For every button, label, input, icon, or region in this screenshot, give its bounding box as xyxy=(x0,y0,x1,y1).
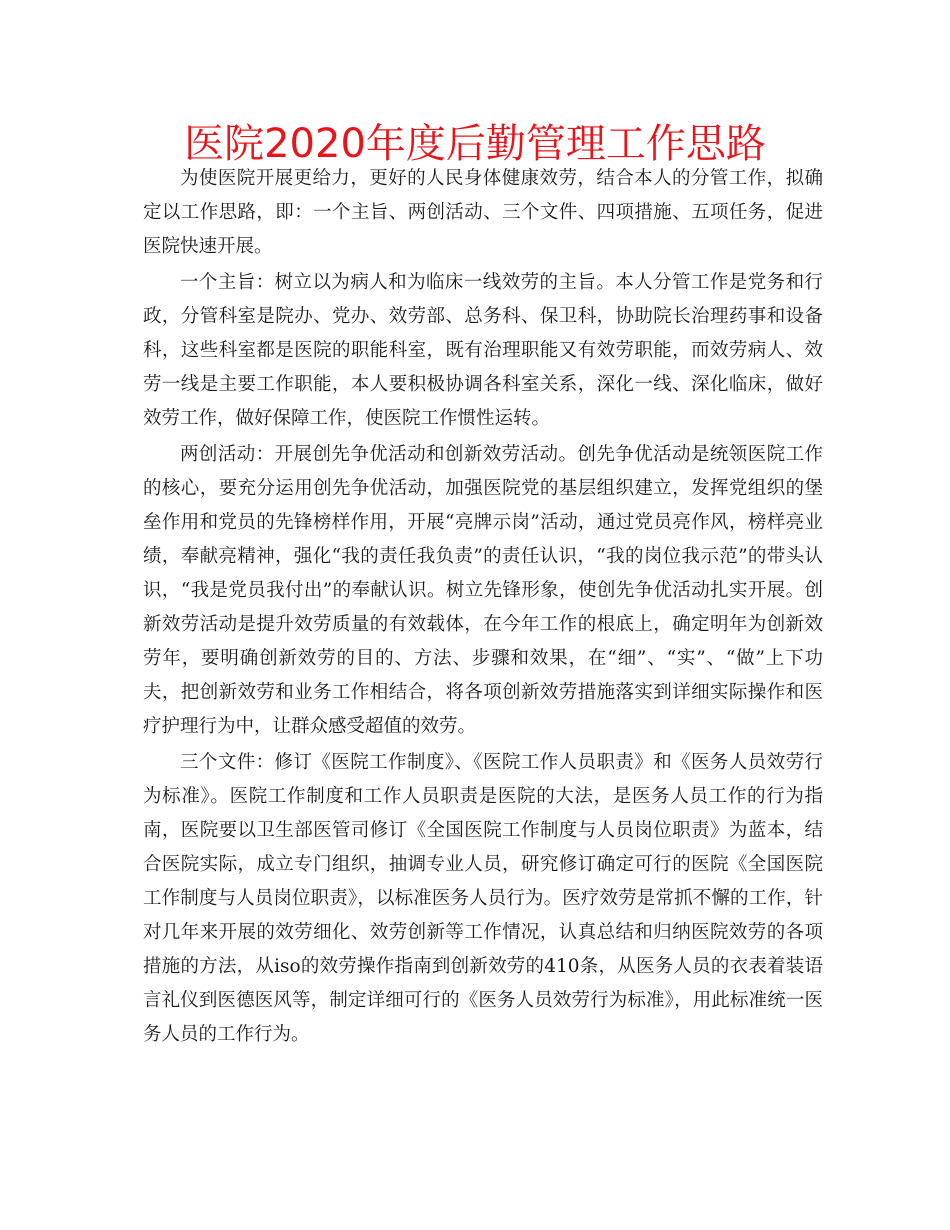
paragraph-three-documents: 三个文件：修订《医院工作制度》、《医院工作人员职责》和《医务人员效劳行为标准》。医院工作制度和工作人员职责是医院的大法，是医务人员工作的行为指南，医院要以卫生部医管司修订《全国医院工作制度与人员岗位职责》为蓝本，结合医院实际，成立专门组织，抽调专业人员，研究修订确定可行的医院《全国医院工作制度与人员岗位职责》，以标准医务人员行为。医疗效劳是常抓不懈的工作，针对几年来开展的效劳细化、效劳创新等工作情况，认真总结和归纳医院效劳的各项措施的方法，从iso的效劳操作指南到创新效劳的410条，从医务人员的衣表着装语言礼仪到医德医风等，制定详细可行的《医务人员效劳行为标准》，用此标准统一医务人员的工作行为。 xyxy=(143,752,823,1045)
paragraph-one-purpose: 一个主旨：树立以为病人和为临床一线效劳的主旨。本人分管工作是党务和行政，分管科室是院办、党办、效劳部、总务科、保卫科，协助院长治理药事和设备科，这些科室都是医院的职能科室，既有治理职能又有效劳职能，而效劳病人、效劳一线是主要工作职能，本人要积极协调各科室关系，深化一线、深化临床，做好效劳工作，做好保障工作，使医院工作惯性运转。 xyxy=(143,272,823,429)
paragraph-two-activities: 两创活动：开展创先争优活动和创新效劳活动。创先争优活动是统领医院工作的核心，要充分运用创先争优活动，加强医院党的基层组织建立，发挥党组织的堡垒作用和党员的先锋榜样作用，开展“亮牌示岗”活动，通过党员亮作风，榜样亮业绩，奉献亮精神，强化“我的责任我负责”的责任认识，“我的岗位我示范”的带头认识，“我是党员我付出”的奉献认识。树立先锋形象，使创先争优活动扎实开展。创新效劳活动是提升效劳质量的有效载体，在今年工作的根底上，确定明年为创新效劳年，要明确创新效劳的目的、方法、步骤和效果，在“细”、“实”、“做”上下功夫，把创新效劳和业务工作相结合，将各项创新效劳措施落实到详细实际操作和医疗护理行为中，让群众感受超值的效劳。 xyxy=(143,444,823,737)
paragraph-intro: 为使医院开展更给力，更好的人民身体健康效劳，结合本人的分管工作，拟确定以工作思路，即：一个主旨、两创活动、三个文件、四项措施、五项任务，促进医院快速开展。 xyxy=(143,168,823,257)
document-body xyxy=(143,162,823,1054)
document-title: 医院2020年度后勤管理工作思路 xyxy=(184,121,766,167)
